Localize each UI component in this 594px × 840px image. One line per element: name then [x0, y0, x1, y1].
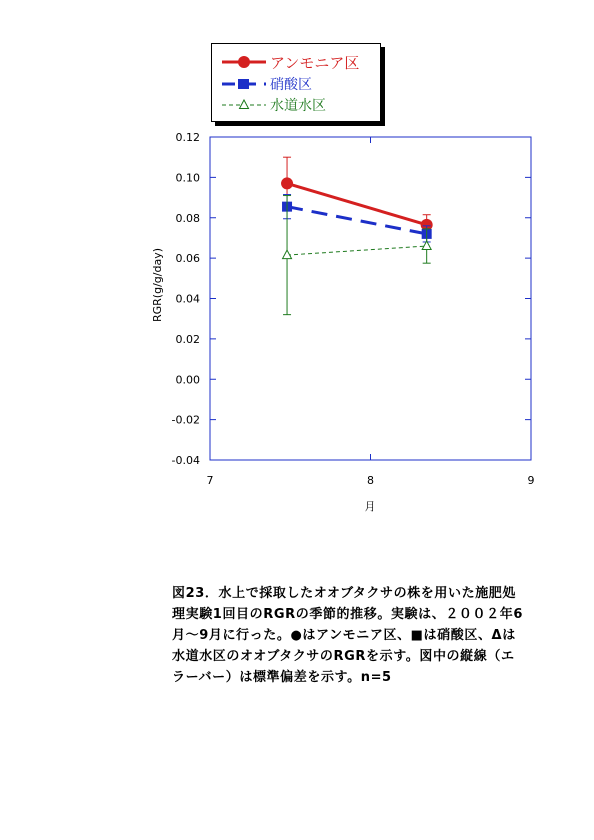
series-layer: [281, 157, 433, 314]
caption-line: 月～9月に行った。●はアンモニア区、■は硝酸区、Δは: [172, 628, 516, 643]
y-axis-label: RGR(g/g/day): [151, 247, 164, 323]
x-tick-label: 7: [206, 474, 214, 487]
y-tick-label: 0.10: [175, 171, 200, 185]
figure-caption: [172, 583, 567, 688]
caption-line: ラーバー）は標準偏差を示す。n=5: [172, 670, 392, 685]
x-tick-label: 8: [367, 474, 374, 487]
plot-border: [210, 137, 531, 460]
legend-sample-nitrate: [222, 74, 266, 94]
y-tick-label: 0.12: [175, 131, 200, 144]
y-tick-label: 0.04: [175, 292, 200, 306]
y-tick-label: 0.08: [175, 211, 200, 225]
legend-label-nitrate: 硝酸区: [270, 77, 312, 93]
legend-sample-tapwater: [222, 95, 266, 115]
legend-sample-ammonia: [222, 52, 266, 72]
series-line: [287, 246, 427, 255]
legend-label-tapwater: 水道水区: [270, 98, 326, 114]
legend-item-nitrate: [222, 74, 312, 94]
y-tick-label: 0.00: [175, 373, 200, 387]
legend-item-ammonia: [222, 52, 359, 72]
legend: [211, 43, 381, 122]
legend-label-ammonia: アンモニア区: [270, 53, 360, 72]
legend-item-tapwater: [222, 95, 326, 115]
plot-frame: [210, 137, 531, 460]
data-point: [281, 177, 293, 189]
y-tick-label: -0.04: [171, 454, 200, 467]
y-tick-label: 0.06: [175, 252, 200, 266]
caption-line: 理実験1回目のRGRの季節的推移。実験は、２００２年6: [172, 607, 523, 622]
y-axis: [172, 131, 531, 467]
x-axis: [207, 137, 535, 487]
x-tick-label: 9: [527, 474, 535, 487]
y-tick-label: 0.02: [175, 332, 200, 346]
caption-line: 水道水区のオオブタクサのRGRを示す。図中の縦線（エ: [172, 649, 515, 664]
series-line: [287, 183, 427, 224]
data-point: [283, 250, 292, 258]
caption-line: 図23．水上で採取したオオブタクサの株を用いた施肥処: [172, 586, 517, 601]
y-tick-label: -0.02: [171, 413, 200, 427]
series-line: [287, 207, 427, 234]
x-axis-label: 月: [364, 500, 376, 513]
